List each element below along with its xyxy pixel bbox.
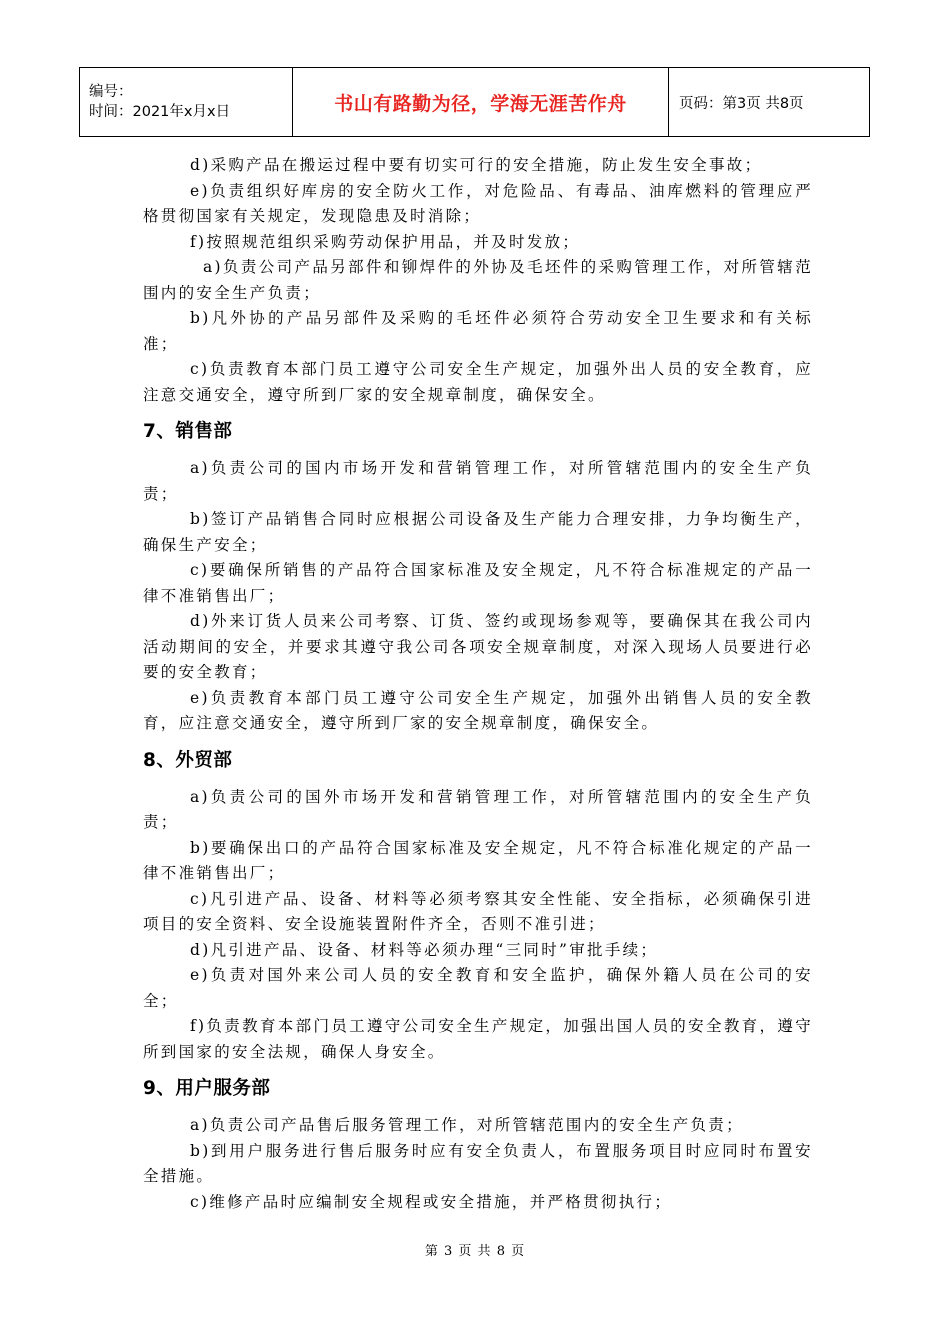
paragraph: c)负责教育本部门员工遵守公司安全生产规定，加强外出人员的安全教育，应注意交通安全，遵守所到厂家的安全规章制度，确保安全。: [143, 360, 813, 404]
paragraph: b)要确保出口的产品符合国家标准及安全规定，凡不符合标准化规定的产品一律不准销售出厂；: [143, 838, 813, 882]
paragraph: a)负责公司的国外市场开发和营销管理工作，对所管辖范围内的安全生产负责；: [143, 787, 813, 831]
paragraph: e)负责教育本部门员工遵守公司安全生产规定，加强外出销售人员的安全教育，应注意交通安全，遵守所到厂家的安全规章制度，确保安全。: [143, 688, 813, 732]
header-meta-cell: [80, 68, 293, 137]
document-body: [143, 153, 813, 1215]
header-motto: 书山有路勤为径，学海无涯苦作舟: [293, 68, 669, 137]
paragraph: a)负责公司产品另部件和铆焊件的外协及毛坯件的采购管理工作，对所管辖范围内的安全生产负责；: [143, 258, 813, 302]
header-page-label: 页码：第3页 共8页: [669, 68, 870, 137]
paragraph: a)负责公司的国内市场开发和营销管理工作，对所管辖范围内的安全生产负责；: [143, 459, 813, 503]
paragraph: d)采购产品在搬运过程中要有切实可行的安全措施，防止发生安全事故；: [190, 156, 763, 174]
document-header: [79, 67, 870, 137]
paragraph: e)负责对国外来公司人员的安全教育和安全监护，确保外籍人员在公司的安全；: [143, 966, 813, 1010]
paragraph: f)负责教育本部门员工遵守公司安全生产规定，加强出国人员的安全教育，遵守所到国家的安全法规，确保人身安全。: [143, 1017, 813, 1061]
section-heading-customer-service: 9、用户服务部: [143, 1078, 271, 1099]
section-heading-foreign-trade: 8、外贸部: [143, 749, 233, 771]
paragraph: b)签订产品销售合同时应根据公司设备及生产能力合理安排，力争均衡生产，确保生产安全；: [143, 510, 813, 554]
paragraph: c)凡引进产品、设备、材料等必须考察其安全性能、安全指标，必须确保引进项目的安全资料、安全设施装置附件齐全，否则不准引进；: [143, 889, 813, 933]
paragraph: b)凡外协的产品另部件及采购的毛坯件必须符合劳动安全卫生要求和有关标准；: [143, 309, 813, 353]
paragraph: c)要确保所销售的产品符合国家标准及安全规定，凡不符合标准规定的产品一律不准销售出厂；: [143, 561, 813, 605]
paragraph: b)到用户服务进行售后服务时应有安全负责人，布置服务项目时应同时布置安全措施。: [143, 1141, 813, 1185]
paragraph: d)凡引进产品、设备、材料等必须办理“三同时”审批手续；: [190, 940, 659, 959]
document-date-label: 时间：2021年x月x日: [89, 104, 231, 120]
paragraph: f)按照规范组织采购劳动保护用品，并及时发放；: [190, 232, 581, 251]
paragraph: e)负责组织好库房的安全防火工作，对危险品、有毒品、油库燃料的管理应严格贯彻国家有关规定，发现隐患及时消除；: [143, 181, 813, 225]
section-heading-sales: 7、销售部: [143, 421, 233, 442]
document-number-label: 编号：: [89, 84, 133, 100]
page-footer: 第 3 页 共 8 页: [424, 1244, 526, 1259]
paragraph: d)外来订货人员来公司考察、订货、签约或现场参观等，要确保其在我公司内活动期间的安全，并要求其遵守我公司各项安全规章制度，对深入现场人员要进行必要的安全教育；: [143, 612, 813, 681]
paragraph: a)负责公司产品售后服务管理工作，对所管辖范围内的安全生产负责；: [190, 1116, 744, 1134]
paragraph: c)维修产品时应编制安全规程或安全措施，并严格贯彻执行；: [190, 1192, 673, 1211]
